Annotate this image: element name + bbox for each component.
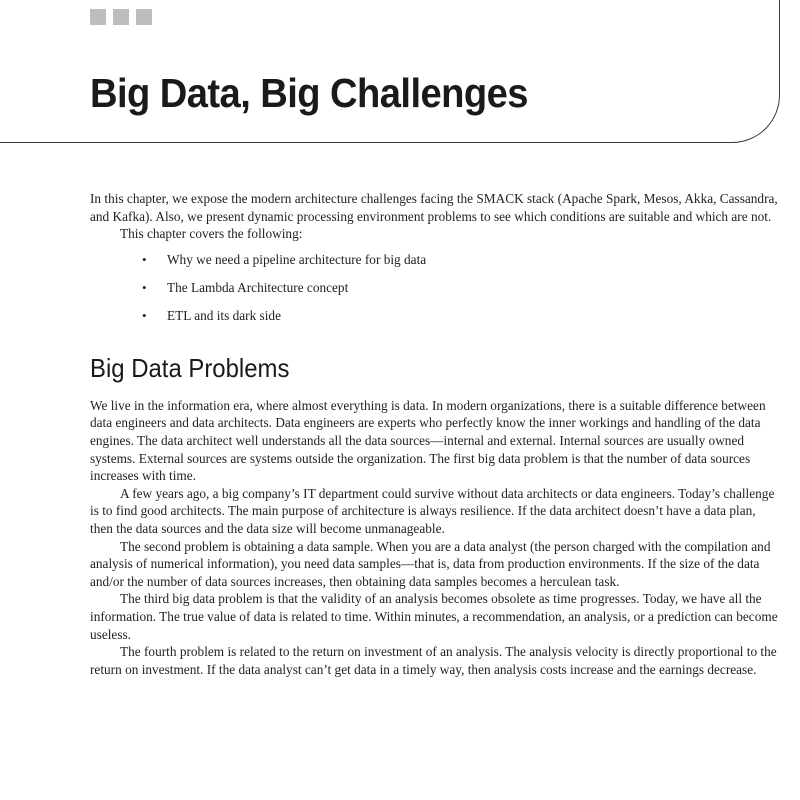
chapter-title: Big Data, Big Challenges xyxy=(90,70,528,116)
chapter-marker xyxy=(90,9,152,25)
marker-square xyxy=(136,9,152,25)
page-content xyxy=(90,190,778,678)
body-paragraph: A few years ago, a big company’s IT department could survive without data architects or data engineers. Today’s challenge is to find good architects. The main purpose of architecture is always resilience. If the data architect doesn’t have a data plan, then the data sources and the data size will become unmanageable. xyxy=(90,485,775,536)
list-item xyxy=(90,251,778,279)
body-paragraph: We live in the information era, where almost everything is data. In modern organizations, there is a suitable difference between data engineers and data architects. Data engineers are experts who perfectly know the inner workings and handling of the data engines. The data architect well understands all the data sources—internal and external. Internal sources are usually owned systems. External sources are systems outside the organization. The first big data problem is that the number of data sources increases with time. xyxy=(90,397,766,484)
marker-square xyxy=(90,9,106,25)
body-paragraph: The fourth problem is related to the return on investment of an analysis. The analysis velocity is directly proportional to the return on investment. If the data analyst can’t get data in a timely way, then analysis costs increase and the earnings decrease. xyxy=(90,644,777,677)
list-item xyxy=(90,279,778,307)
body-paragraph: The third big data problem is that the validity of an analysis becomes obsolete as time progresses. Today, we have all the information. The true value of data is related to time. Within minutes, a recommendation, an analysis, or a prediction can become useless. xyxy=(90,591,778,642)
body-paragraph: The second problem is obtaining a data sample. When you are a data analyst (the person charged with the compilation and analysis of numerical information), you need data samples—that is, data from production environments. If the size of the data and/or the number of data sources increases, then obtaining data samples becomes a herculean task. xyxy=(90,538,771,589)
section-title: Big Data Problems xyxy=(90,352,290,383)
list-item xyxy=(90,307,778,335)
list-item-text: Why we need a pipeline architecture for big data xyxy=(167,251,427,267)
marker-square xyxy=(113,9,129,25)
bullet-icon: • xyxy=(142,307,147,323)
list-item-text: The Lambda Architecture concept xyxy=(167,279,349,295)
intro-paragraph: In this chapter, we expose the modern architecture challenges facing the SMACK stack (Apache Spark, Mesos, Akka, Cassandra, and Kafka). Also, we present dynamic processing environment problems to see which conditions are suitable and which are not. xyxy=(90,191,778,224)
list-item-text: ETL and its dark side xyxy=(167,307,281,323)
topic-list xyxy=(90,251,778,335)
bullet-icon: • xyxy=(142,251,147,267)
intro-lead-in: This chapter covers the following: xyxy=(120,226,303,242)
bullet-icon: • xyxy=(142,279,147,295)
